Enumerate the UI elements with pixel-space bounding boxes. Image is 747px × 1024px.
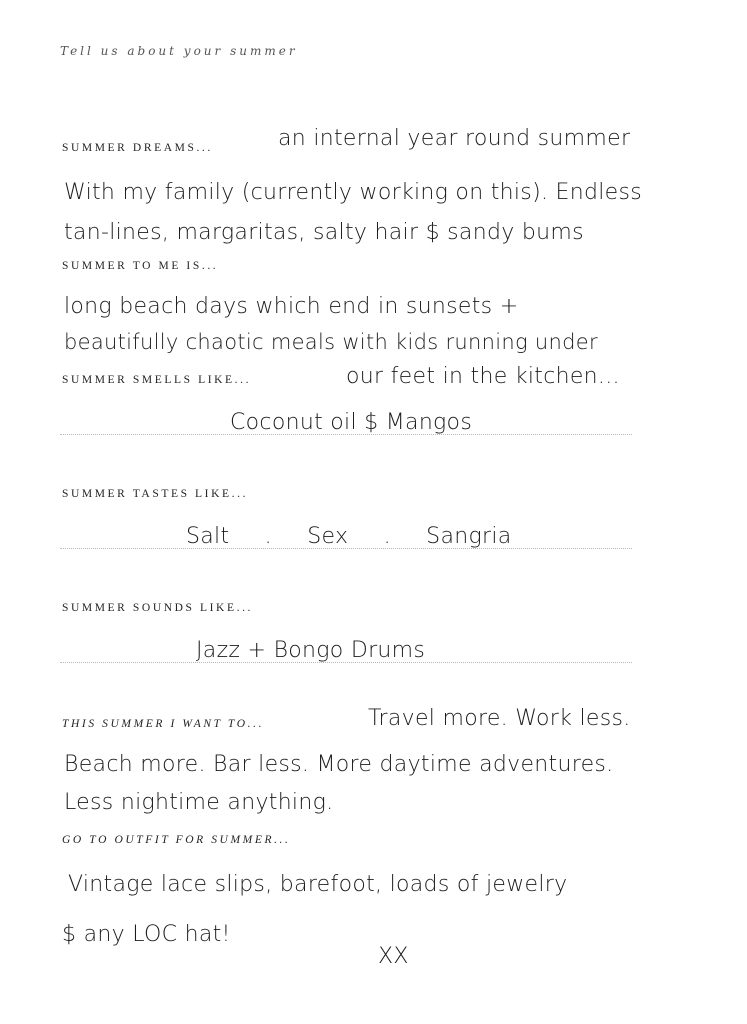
answer-dotted-line: [60, 434, 632, 435]
outfit-answer-line-1: Vintage lace slips, barefoot, loads of jewelry: [68, 872, 568, 897]
this-summer-want-answer-line-2: Beach more. Bar less. More daytime adventures.: [64, 752, 614, 777]
summer-tastes-answer: Salt . Sex . Sangria: [186, 524, 512, 549]
summer-sounds-label: SUMMER SOUNDS LIKE...: [62, 602, 254, 614]
summer-smells-answer: Coconut oil $ Mangos: [230, 410, 473, 435]
summer-dreams-answer-line-3: tan-lines, margaritas, salty hair $ sandy bums: [64, 220, 584, 245]
summer-tastes-label: SUMMER TASTES LIKE...: [62, 488, 249, 500]
summer-smells-label: SUMMER SMELLS LIKE...: [62, 374, 252, 386]
this-summer-want-answer-line-1: Travel more. Work less.: [368, 706, 631, 731]
answer-dotted-line: [60, 548, 632, 549]
summer-dreams-answer-line-2: With my family (currently working on this). Endless: [64, 180, 643, 205]
this-summer-want-label: THIS SUMMER I WANT TO...: [62, 718, 265, 730]
summer-to-me-label: SUMMER TO ME IS...: [62, 260, 219, 272]
this-summer-want-answer-line-3: Less nightime anything.: [64, 790, 334, 815]
summer-to-me-answer-line-3: our feet in the kitchen...: [346, 364, 620, 389]
summer-sounds-answer: Jazz + Bongo Drums: [196, 638, 426, 663]
summer-to-me-answer-line-2: beautifully chaotic meals with kids running under: [64, 330, 598, 354]
answer-dotted-line: [60, 662, 632, 663]
summer-dreams-answer-line-1: an internal year round summer: [278, 126, 631, 151]
summer-to-me-answer-line-1: long beach days which end in sunsets +: [64, 294, 519, 319]
summer-dreams-label: SUMMER DREAMS...: [62, 142, 213, 154]
outfit-label: GO TO OUTFIT FOR SUMMER...: [62, 834, 291, 846]
outfit-answer-line-2: $ any LOC hat!: [62, 922, 231, 947]
form-header: Tell us about your summer: [60, 44, 298, 58]
sign-off-kisses: XX: [378, 944, 409, 969]
